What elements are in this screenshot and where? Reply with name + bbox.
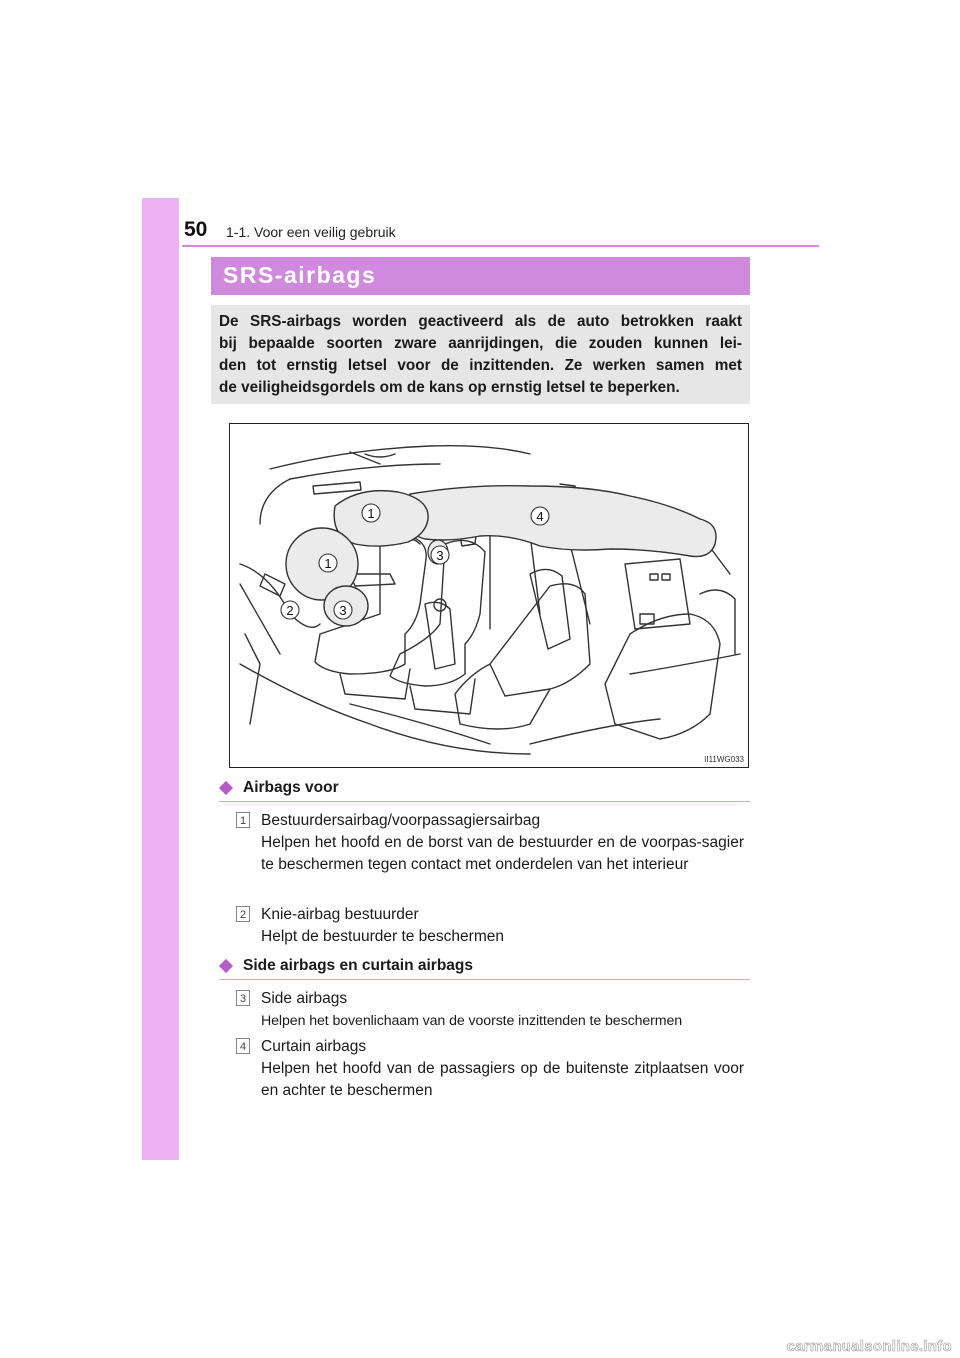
figure-code: II11WG033 xyxy=(704,755,744,764)
footer-watermark xyxy=(600,1337,952,1355)
item-description: Helpen het hoofd en de borst van de bestuurder en de voorpas-sagier te beschermen tegen contact met onderdelen van het interieur xyxy=(261,834,744,873)
intro-line: de veiligheidsgordels om de kans op ernstig letsel te beperken. xyxy=(219,379,680,396)
diamond-bullet-icon xyxy=(219,781,233,795)
callout-number: 3 xyxy=(436,548,444,563)
subheading-side-curtain-airbags xyxy=(219,957,750,980)
subheading-label: Airbags voor xyxy=(243,779,339,796)
item-number: 4 xyxy=(239,1041,247,1053)
intro-line: De SRS-airbags worden geactiveerd als de auto betrokken raakt xyxy=(219,313,742,330)
item-number-badge xyxy=(236,812,250,828)
item-number: 2 xyxy=(239,909,247,921)
intro-line: den tot ernstig letsel voor de inzittenden. Ze werken samen met xyxy=(219,357,742,374)
item-title: Side airbags xyxy=(261,990,348,1007)
side-color-band xyxy=(142,198,179,1160)
item-number: 3 xyxy=(239,993,247,1005)
section-header xyxy=(211,257,750,295)
intro-text xyxy=(219,311,742,399)
item-number-badge xyxy=(236,1038,250,1054)
header-divider xyxy=(182,245,819,247)
item-curtain-airbags xyxy=(261,1036,744,1102)
item-description: Helpen het bovenlichaam van de voorste inzittenden te beschermen xyxy=(261,1013,683,1029)
callout-number: 1 xyxy=(324,556,332,571)
page-number: 50 xyxy=(184,218,208,241)
item-title: Bestuurdersairbag/voorpassagiersairbag xyxy=(261,812,541,829)
diamond-bullet-icon xyxy=(219,959,233,973)
item-front-airbags xyxy=(261,810,744,876)
curtain-airbag-shape xyxy=(405,486,716,557)
callout-number: 3 xyxy=(339,603,347,618)
car-interior-drawing xyxy=(230,424,748,767)
item-description: Helpt de bestuurder te beschermen xyxy=(261,928,504,945)
watermark-text: carmanualsonline.info xyxy=(786,1338,952,1355)
item-number: 1 xyxy=(239,815,247,827)
section-title: SRS-airbags xyxy=(223,262,377,288)
item-number-badge xyxy=(236,990,250,1006)
intro-box xyxy=(211,305,750,404)
item-title: Knie-airbag bestuurder xyxy=(261,906,419,923)
item-number-badge xyxy=(236,906,250,922)
subheading-front-airbags xyxy=(219,779,750,802)
chapter-breadcrumb: 1-1. Voor een veilig gebruik xyxy=(226,224,396,240)
item-knee-airbag xyxy=(261,904,744,948)
item-title: Curtain airbags xyxy=(261,1038,367,1055)
item-side-airbags xyxy=(261,988,744,1032)
airbag-illustration xyxy=(229,423,749,768)
passenger-airbag-shape xyxy=(334,491,428,546)
callout-number: 2 xyxy=(286,603,294,618)
callout-number: 1 xyxy=(367,506,375,521)
intro-line: bij bepaalde soorten zware aanrijdingen, die zouden kunnen lei- xyxy=(219,335,742,352)
item-description: Helpen het hoofd van de passagiers op de buitenste zitplaatsen voor en achter te beschermen xyxy=(261,1060,744,1099)
callout-number: 4 xyxy=(536,509,544,524)
watermark-logo xyxy=(600,1337,952,1355)
subheading-label: Side airbags en curtain airbags xyxy=(243,957,473,974)
